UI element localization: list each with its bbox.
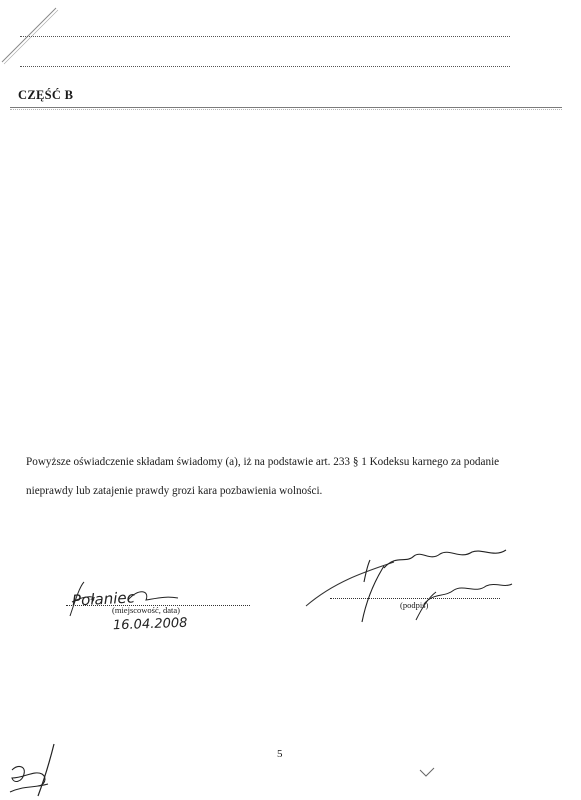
place-date-caption: (miejscowość, data) bbox=[112, 605, 180, 615]
signature-dotted-line bbox=[330, 598, 500, 599]
dotted-line-2 bbox=[20, 66, 510, 67]
handwritten-date: 16.04.2008 bbox=[112, 615, 188, 634]
signature-scribble bbox=[304, 542, 524, 622]
initials-scribble bbox=[4, 740, 74, 800]
heading-rule-shadow bbox=[10, 109, 562, 110]
heading-rule bbox=[10, 107, 562, 108]
corner-strike-mark bbox=[0, 0, 70, 70]
small-mark bbox=[418, 766, 438, 780]
dotted-line-1 bbox=[20, 36, 510, 37]
handwritten-place: Połaniec bbox=[71, 588, 136, 610]
signature-caption: (podpis) bbox=[400, 600, 429, 610]
section-heading: CZĘŚĆ B bbox=[18, 88, 74, 102]
page-number: 5 bbox=[277, 748, 283, 760]
statement-line-2: nieprawdy lub zatajenie prawdy grozi kara pozbawienia wolności. bbox=[26, 485, 323, 497]
statement-line-1: Powyższe oświadczenie składam świadomy (a), iż na podstawie art. 233 § 1 Kodeksu karnego za podanie bbox=[26, 456, 500, 468]
